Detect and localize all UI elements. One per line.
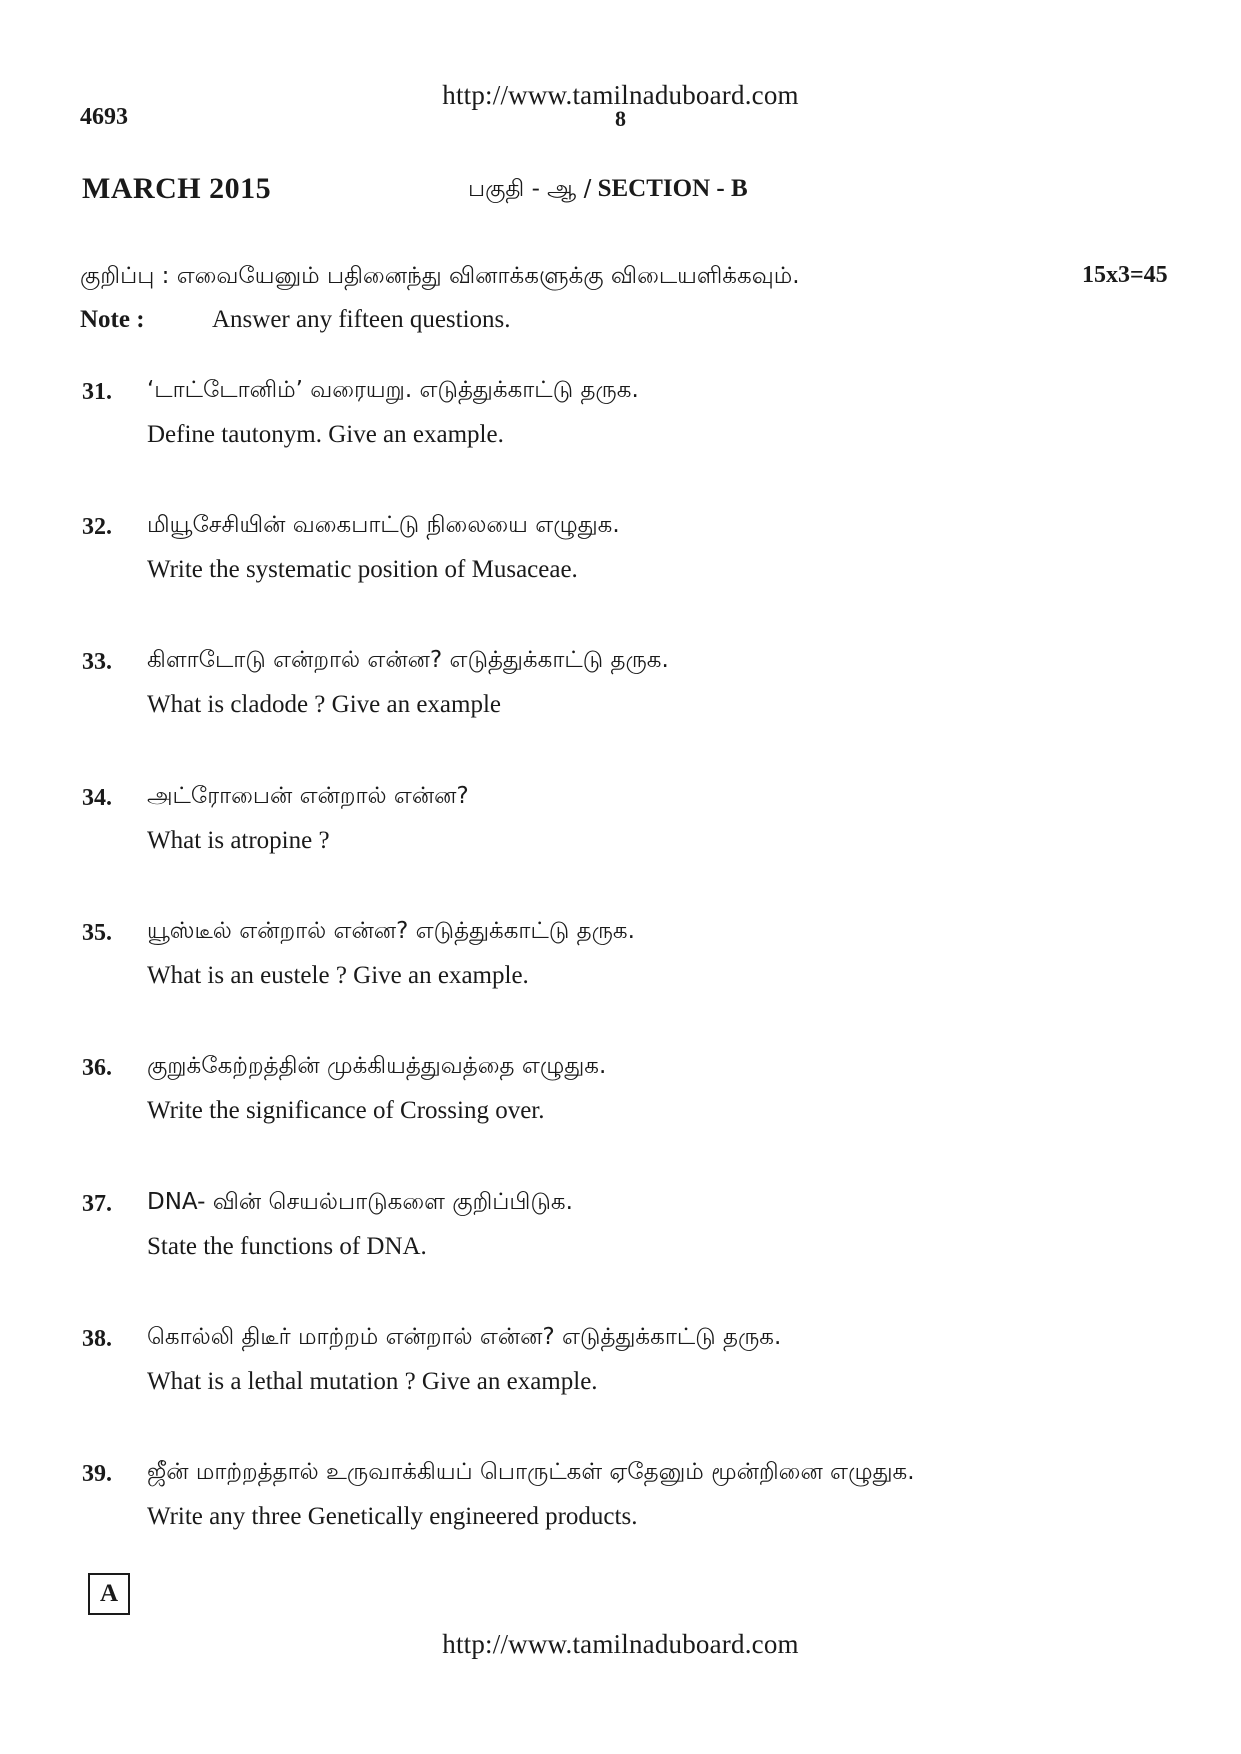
question-english: Write the systematic position of Musaceae. (147, 556, 578, 583)
question-number: 37. (82, 1191, 112, 1217)
question-tamil: குறுக்கேற்றத்தின் முக்கியத்துவத்தை எழுதுக. (147, 1053, 607, 1079)
question-number: 38. (82, 1326, 112, 1352)
question-english: State the functions of DNA. (147, 1233, 427, 1260)
note-tamil: குறிப்பு : எவையேனும் பதினைந்து வினாக்களுக்கு விடையளிக்கவும். (80, 263, 800, 289)
question-english: Define tautonym. Give an example. (147, 421, 504, 448)
page-number: 8 (615, 106, 626, 131)
question-tamil: DNA- வின் செயல்பாடுகளை குறிப்பிடுக. (147, 1189, 573, 1215)
note-text: Answer any fifteen questions. (212, 306, 511, 333)
exam-title: MARCH 2015 (82, 172, 272, 205)
section-heading-english: SECTION - B (597, 175, 748, 202)
question-number: 36. (82, 1055, 112, 1081)
question-number: 39. (82, 1461, 112, 1487)
question-english: What is cladode ? Give an example (147, 691, 502, 718)
question-number: 34. (82, 785, 112, 811)
question-tamil: கிளாடோடு என்றால் என்ன? எடுத்துக்காட்டு தருக. (147, 647, 669, 673)
question-number: 35. (82, 920, 112, 946)
question-tamil: ‘டாட்டோனிம்’ வரையறு. எடுத்துக்காட்டு தருக. (147, 377, 639, 403)
question-english: What is a lethal mutation ? Give an example. (147, 1368, 598, 1395)
source-url-bottom: http://www.tamilnaduboard.com (442, 1629, 799, 1659)
section-heading (468, 175, 748, 205)
question-english: Write the significance of Crossing over. (147, 1097, 545, 1124)
question-english: What is an eustele ? Give an example. (147, 962, 529, 989)
question-number: 33. (82, 649, 112, 675)
question-tamil: மியூசேசியின் வகைபாட்டு நிலையை எழுதுக. (147, 512, 620, 538)
note-english (80, 306, 511, 334)
source-url-top: http://www.tamilnaduboard.com (442, 80, 799, 110)
question-number: 32. (82, 514, 112, 540)
question-number: 31. (82, 379, 112, 405)
paper-code: 4693 (80, 104, 128, 130)
question-tamil: கொல்லி திடீர் மாற்றம் என்றால் என்ன? எடுத்துக்காட்டு தருக. (147, 1324, 782, 1350)
question-tamil: ஜீன் மாற்றத்தால் உருவாக்கியப் பொருட்கள் ஏதேனும் மூன்றினை எழுதுக. (147, 1459, 915, 1485)
question-english: What is atropine ? (147, 827, 330, 854)
marks-allocation: 15x3=45 (1082, 262, 1168, 288)
question-english: Write any three Genetically engineered products. (147, 1503, 638, 1530)
version-box: A (88, 1573, 130, 1615)
question-tamil: யூஸ்டீல் என்றால் என்ன? எடுத்துக்காட்டு தருக. (147, 918, 635, 944)
question-tamil: அட்ரோபைன் என்றால் என்ன? (147, 783, 469, 809)
section-heading-tamil: பகுதி - ஆ / (468, 176, 592, 202)
note-label: Note : (80, 306, 145, 333)
